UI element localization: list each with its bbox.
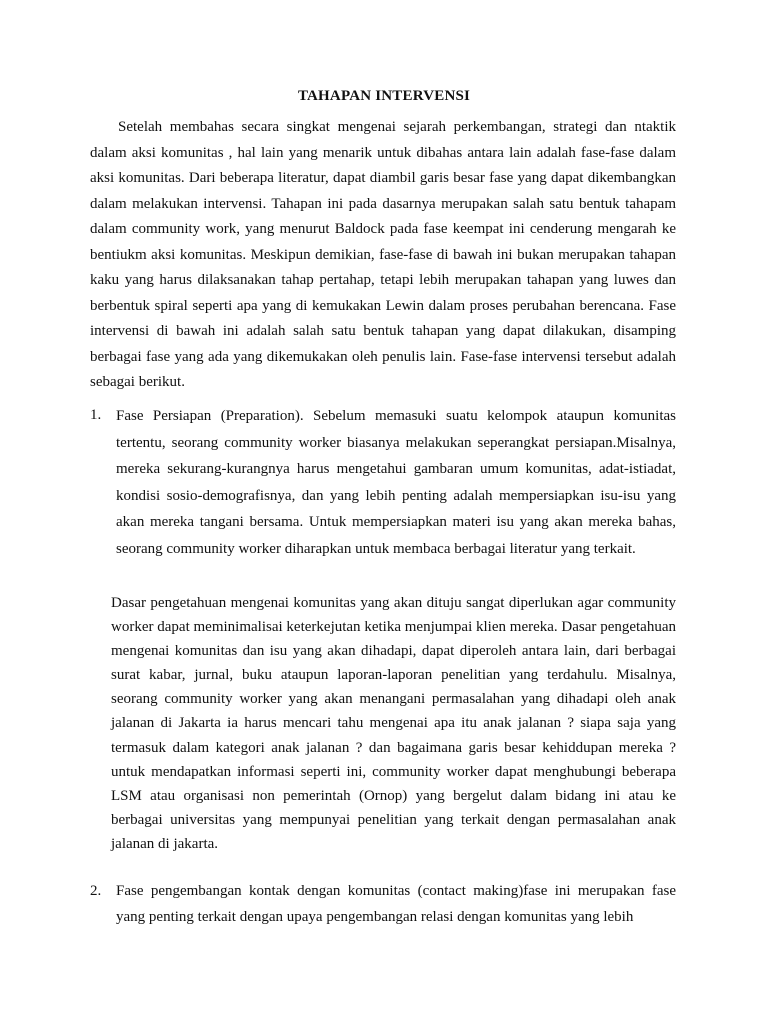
list-item-number: 1. xyxy=(90,407,102,423)
list-item-text: Fase pengembangan kontak dengan komunitas (contact making)fase ini merupakan fase yang penting terkait dengan upaya pengembangan relasi dengan komunitas yang lebih xyxy=(116,883,676,925)
list-item-preparation xyxy=(90,403,676,563)
list-item-contact-making xyxy=(90,879,676,930)
intro-paragraph: Setelah membahas secara singkat mengenai sejarah perkembangan, strategi dan ntaktik dalam aksi komunitas , hal lain yang menarik untuk dibahas antara lain adalah fase-fase dalam aksi komunitas. Dari beberapa literatur, dapat diambil garis besar fase yang dapat dikembangkan dalam melakukan intervensi. Tahapan ini pada dasarnya merupakan salah satu bentuk tahapam dalam community work, yang menurut Baldock pada fase keempat ini cenderung mengarah ke bentiukm aksi komunitas. Meskipun demikian, fase-fase di bawah ini bukan merupakan tahapan kaku yang harus dilaksanakan tahap pertahap, tetapi lebih merupakan tahapan yang luwes dan berbentuk spiral seperti apa yang di kemukakan Lewin dalam proses perubahan berencana. Fase intervensi di bawah ini adalah salah satu bentuk tahapan yang dapat dilakukan, disamping berbagai fase yang ada yang dikemukakan oleh penulis lain. Fase-fase intervensi tersebut adalah sebagai berikut. xyxy=(90,119,676,390)
preparation-sub-paragraph: Dasar pengetahuan mengenai komunitas yang akan dituju sangat diperlukan agar community worker dapat meminimalisai keterkejutan ketika menjumpai klien mereka. Dasar pengetahuan mengenai komunitas dan isu yang akan dihadapi, dapat diperoleh antara lain, dari berbagai surat kabar, jurnal, buku ataupun laporan-laporan penelitian yang terdahulu. Misalnya, seorang community worker yang akan menangani permasalahan yang dihadapi oleh anak jalanan di Jakarta ia harus mencari tahu mengenai apa itu anak jalanan ? siapa saja yang termasuk dalam kategori anak jalanan ? dan bagaimana garis besar kehiddupan mereka ? untuk mendapatkan informasi seperti ini, community worker dapat menghubungi beberapa LSM atau organisasi non pemerintah (Ornop) yang bergelut dalam bidang ini atau ke berbagai universitas yang mempunyai penelitian yang terkait dengan permasalahan anak jalanan di jakarta. xyxy=(111,595,676,852)
document-title: TAHAPAN INTERVENSI xyxy=(297,88,471,104)
list-item-text: Fase Persiapan (Preparation). Sebelum memasuki suatu kelompok ataupun komunitas tertentu, seorang community worker biasanya melakukan seperangkat persiapan.Misalnya, mereka sekurang-kurangnya harus mengetahui gambaran umum komunitas, adat-istiadat, kondisi sosio-demografisnya, dan yang lebih penting adalah mempersiapkan isu-isu yang akan mereka tangani bersama. Untuk mempersiapkan materi isu yang akan mereka bahas, seorang community worker diharapkan untuk membaca berbagai literatur yang terkait. xyxy=(116,408,676,557)
list-item-number: 2. xyxy=(90,883,102,899)
